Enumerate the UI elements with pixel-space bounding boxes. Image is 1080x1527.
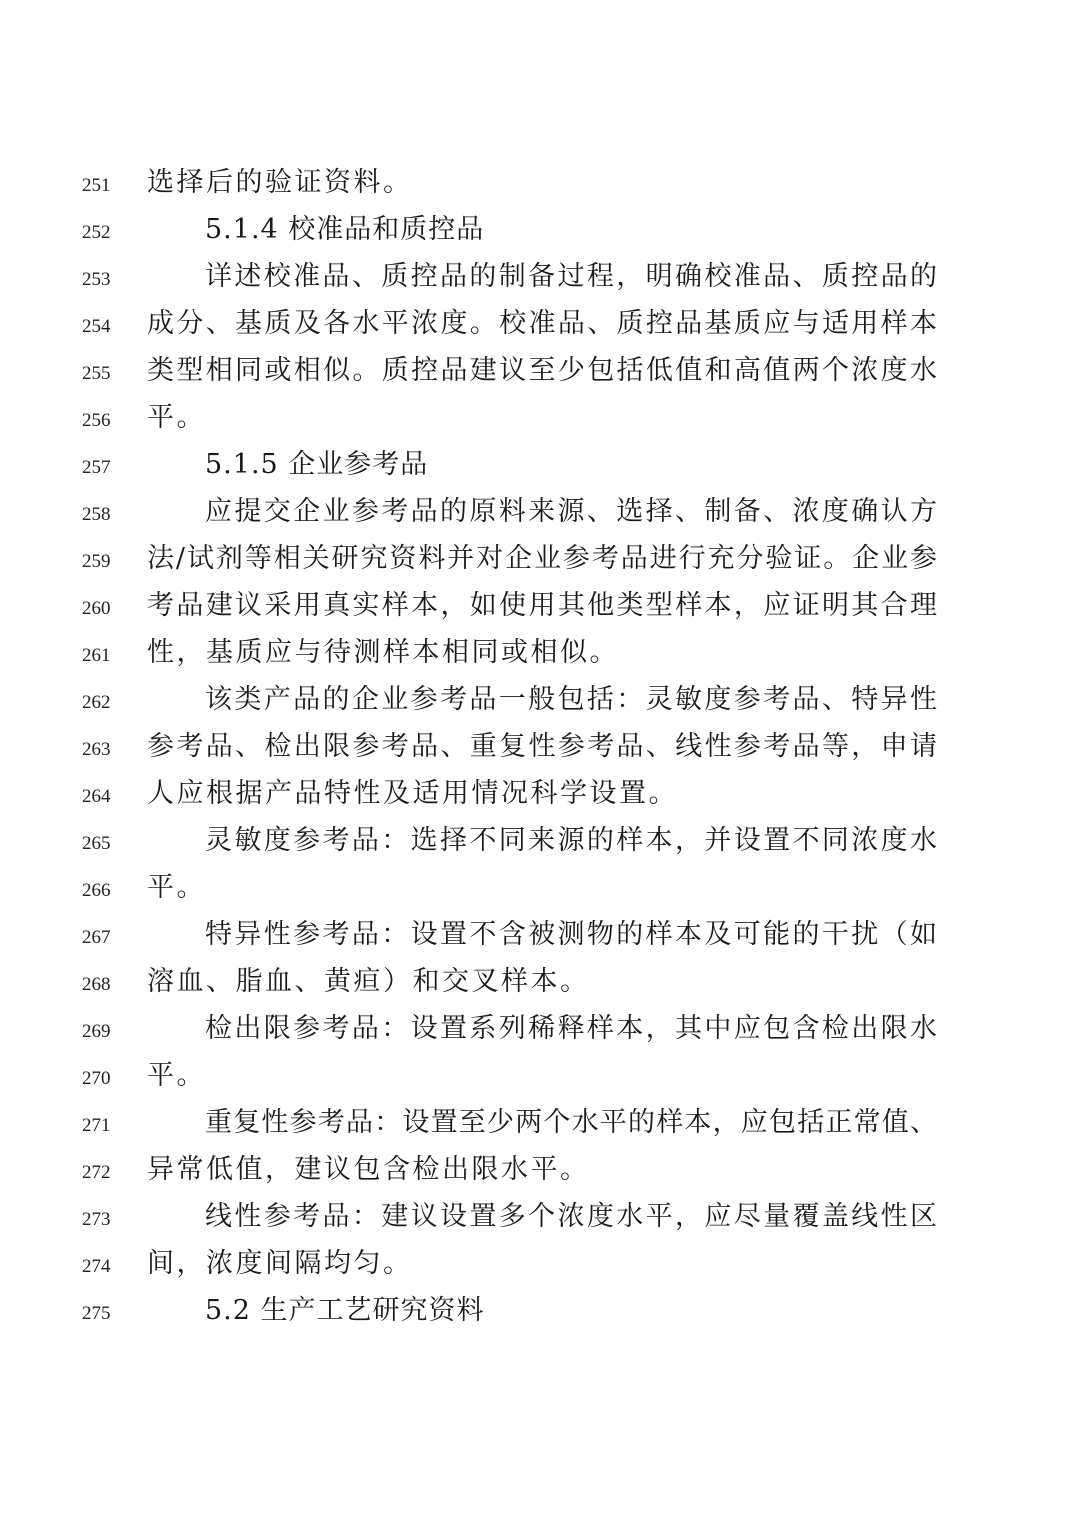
line-text: 线性参考品：建议设置多个浓度水平，应尽量覆盖线性区 — [205, 1201, 937, 1232]
line-text: 检出限参考品：设置系列稀释样本，其中应包含检出限水 — [205, 1013, 937, 1044]
text-line — [0, 490, 1080, 537]
line-text: 溶血、脂血、黄疸）和交叉样本。 — [147, 966, 590, 997]
text-line — [0, 255, 1080, 302]
line-number: 267 — [82, 927, 111, 948]
text-line — [0, 443, 1080, 490]
line-number: 258 — [82, 504, 111, 525]
line-text: 灵敏度参考品：选择不同来源的样本，并设置不同浓度水 — [205, 825, 937, 856]
line-number: 275 — [82, 1303, 111, 1324]
text-line — [0, 819, 1080, 866]
line-number: 262 — [82, 692, 111, 713]
line-number: 257 — [82, 457, 111, 478]
text-line — [0, 349, 1080, 396]
line-text: 异常低值，建议包含检出限水平。 — [147, 1154, 590, 1185]
line-number: 274 — [82, 1256, 111, 1277]
text-line — [0, 396, 1080, 443]
line-text: 考品建议采用真实样本，如使用其他类型样本，应证明其合理 — [147, 590, 937, 621]
text-line — [0, 1148, 1080, 1195]
line-text: 重复性参考品：设置至少两个水平的样本，应包括正常值、 — [205, 1107, 937, 1138]
line-text: 特异性参考品：设置不含被测物的样本及可能的干扰（如 — [205, 919, 937, 950]
text-line — [0, 161, 1080, 208]
line-text: 详述校准品、质控品的制备过程，明确校准品、质控品的 — [205, 261, 937, 292]
line-text: 成分、基质及各水平浓度。校准品、质控品基质应与适用样本 — [147, 308, 937, 339]
line-number: 268 — [82, 974, 111, 995]
line-number: 263 — [82, 739, 111, 760]
line-text: 类型相同或相似。质控品建议至少包括低值和高值两个浓度水 — [147, 355, 937, 386]
line-text: 平。 — [147, 872, 206, 903]
line-text: 法/试剂等相关研究资料并对企业参考品进行充分验证。企业参 — [147, 543, 937, 574]
text-line — [0, 1195, 1080, 1242]
line-number: 252 — [82, 222, 111, 243]
line-text: 参考品、检出限参考品、重复性参考品、线性参考品等，申请 — [147, 731, 937, 762]
text-line — [0, 960, 1080, 1007]
line-text: 应提交企业参考品的原料来源、选择、制备、浓度确认方 — [205, 496, 937, 527]
line-number: 251 — [82, 175, 111, 196]
text-line — [0, 913, 1080, 960]
line-text: 性，基质应与待测样本相同或相似。 — [147, 637, 619, 668]
section-heading: 5.1.5 企业参考品 — [205, 449, 429, 480]
text-line — [0, 1007, 1080, 1054]
text-line — [0, 302, 1080, 349]
line-text: 人应根据产品特性及适用情况科学设置。 — [147, 778, 678, 809]
line-number: 264 — [82, 786, 111, 807]
line-number: 265 — [82, 833, 111, 854]
line-number: 253 — [82, 269, 111, 290]
section-heading: 5.1.4 校准品和质控品 — [205, 214, 485, 245]
text-line — [0, 772, 1080, 819]
line-text: 平。 — [147, 402, 206, 433]
text-line — [0, 1054, 1080, 1101]
line-number: 270 — [82, 1068, 111, 1089]
line-number: 273 — [82, 1209, 111, 1230]
line-number: 271 — [82, 1115, 111, 1136]
text-line — [0, 208, 1080, 255]
line-number: 260 — [82, 598, 111, 619]
line-text: 选择后的验证资料。 — [147, 167, 413, 198]
text-line — [0, 584, 1080, 631]
text-line — [0, 866, 1080, 913]
line-text: 平。 — [147, 1060, 206, 1091]
line-number: 266 — [82, 880, 111, 901]
text-line — [0, 1242, 1080, 1289]
line-number: 255 — [82, 363, 111, 384]
line-text: 间，浓度间隔均匀。 — [147, 1248, 413, 1279]
line-number: 254 — [82, 316, 111, 337]
line-number: 261 — [82, 645, 111, 666]
text-line — [0, 1289, 1080, 1336]
text-line — [0, 631, 1080, 678]
section-heading: 5.2 生产工艺研究资料 — [205, 1295, 485, 1326]
line-number: 256 — [82, 410, 111, 431]
text-line — [0, 537, 1080, 584]
text-line — [0, 1101, 1080, 1148]
line-text: 该类产品的企业参考品一般包括：灵敏度参考品、特异性 — [205, 684, 937, 715]
line-number: 272 — [82, 1162, 111, 1183]
line-number: 269 — [82, 1021, 111, 1042]
text-line — [0, 725, 1080, 772]
line-number: 259 — [82, 551, 111, 572]
text-line — [0, 678, 1080, 725]
